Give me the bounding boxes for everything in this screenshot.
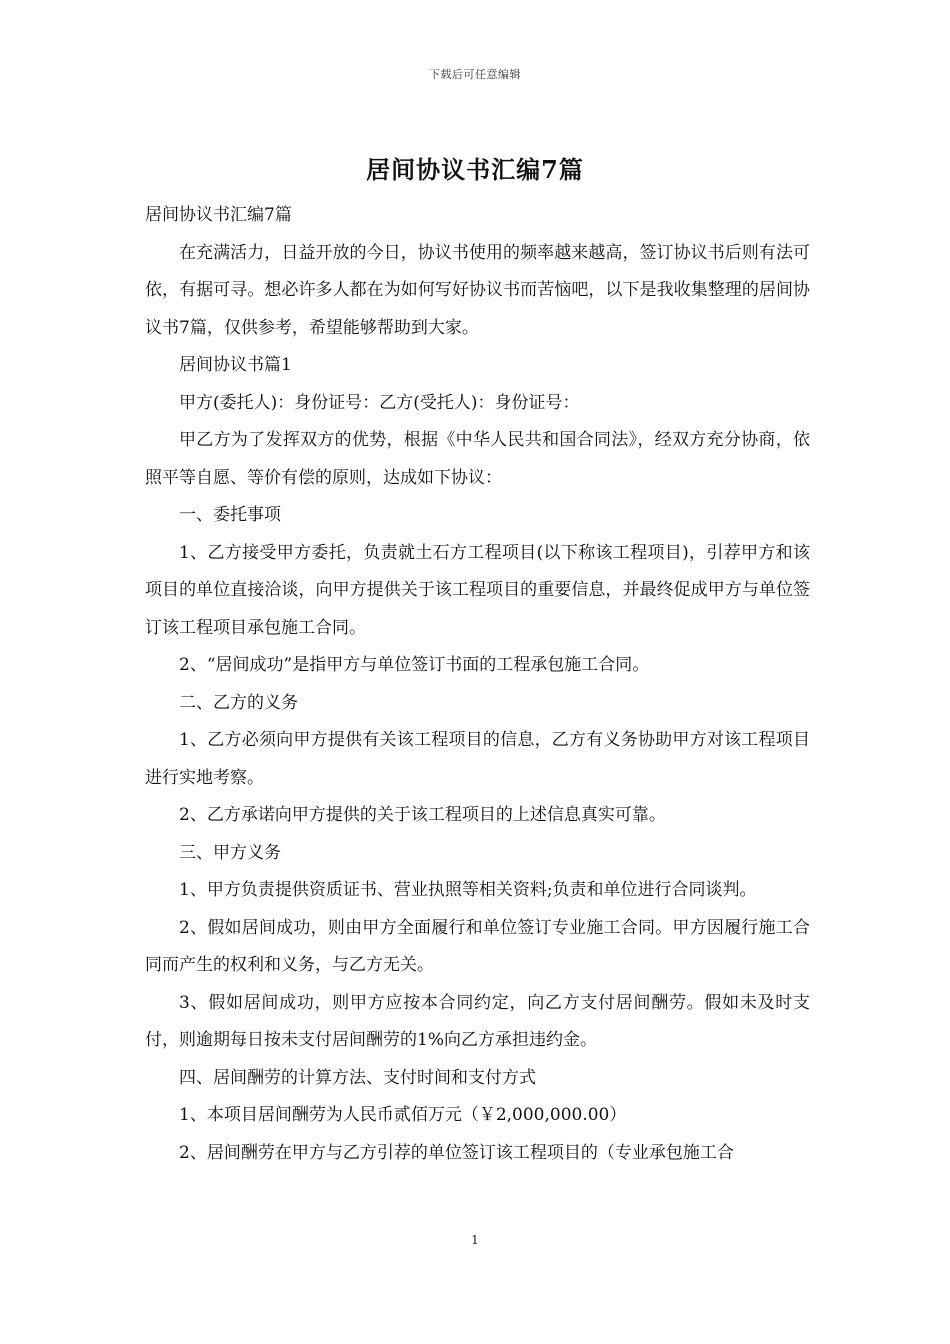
clause-paragraph: 2、乙方承诺向甲方提供的关于该工程项目的上述信息真实可靠。 (179, 805, 666, 825)
clause-paragraph: 3、假如居间成功，则甲方应按本合同约定，向乙方支付居间酬劳。假如未及时支付，则逾期每日按未支付居间酬劳的1%向乙方承担违约金。 (145, 992, 810, 1050)
preamble-paragraph: 甲乙方为了发挥双方的优势，根据《中华人民共和国合同法》，经双方充分协商，依照平等自愿、等价有偿的原则，达成如下协议： (145, 430, 810, 488)
intro-paragraph: 在充满活力，日益开放的今日，协议书使用的频率越来越高，签订协议书后则有法可依，有据可寻。想必许多人都在为如何写好协议书而苦恼吧，以下是我收集整理的居间协议书7篇，仅供参考，希望能够帮助到大家。 (145, 242, 810, 338)
document-body (145, 197, 810, 1172)
clause-paragraph: 1、甲方负责提供资质证书、营业执照等相关资料;负责和单位进行合同谈判。 (179, 880, 757, 900)
clause-paragraph: 1、本项目居间酬劳为人民币贰佰万元（￥2,000,000.00） (179, 1105, 627, 1125)
page-number: 1 (471, 1233, 479, 1247)
clause-heading-entrusted-matters: 一、委托事项 (179, 505, 281, 525)
clause-paragraph: 2、居间酬劳在甲方与乙方引荐的单位签订该工程项目的（专业承包施工合 (179, 1142, 734, 1163)
page-header-note: 下载后可任意编辑 (429, 68, 521, 81)
clause-paragraph: 2、假如居间成功，则由甲方全面履行和单位签订专业施工合同。甲方因履行施工合同而产生的权利和义务，与乙方无关。 (145, 917, 810, 975)
clause-paragraph: 1、乙方接受甲方委托，负责就土石方工程项目(以下称该工程项目)，引荐甲方和该项目的单位直接洽谈，向甲方提供关于该工程项目的重要信息，并最终促成甲方与单位签订该工程项目承包施工合同。 (145, 542, 810, 638)
parties-line: 甲方(委托人)：身份证号：乙方(受托人)：身份证号： (179, 392, 580, 413)
clause-heading-party-b-obligations: 二、乙方的义务 (179, 692, 298, 713)
clause-paragraph: 1、乙方必须向甲方提供有关该工程项目的信息，乙方有义务协助甲方对该工程项目进行实地考察。 (145, 730, 810, 788)
clause-paragraph: 2、“居间成功”是指甲方与单位签订书面的工程承包施工合同。 (179, 655, 650, 675)
document-title: 居间协议书汇编7篇 (366, 155, 584, 184)
section-heading-agreement-1: 居间协议书篇1 (179, 355, 292, 375)
subtitle-paragraph: 居间协议书汇编7篇 (145, 205, 292, 225)
clause-heading-party-a-obligations: 三、甲方义务 (179, 842, 281, 863)
clause-heading-remuneration: 四、居间酬劳的计算方法、支付时间和支付方式 (179, 1067, 536, 1088)
